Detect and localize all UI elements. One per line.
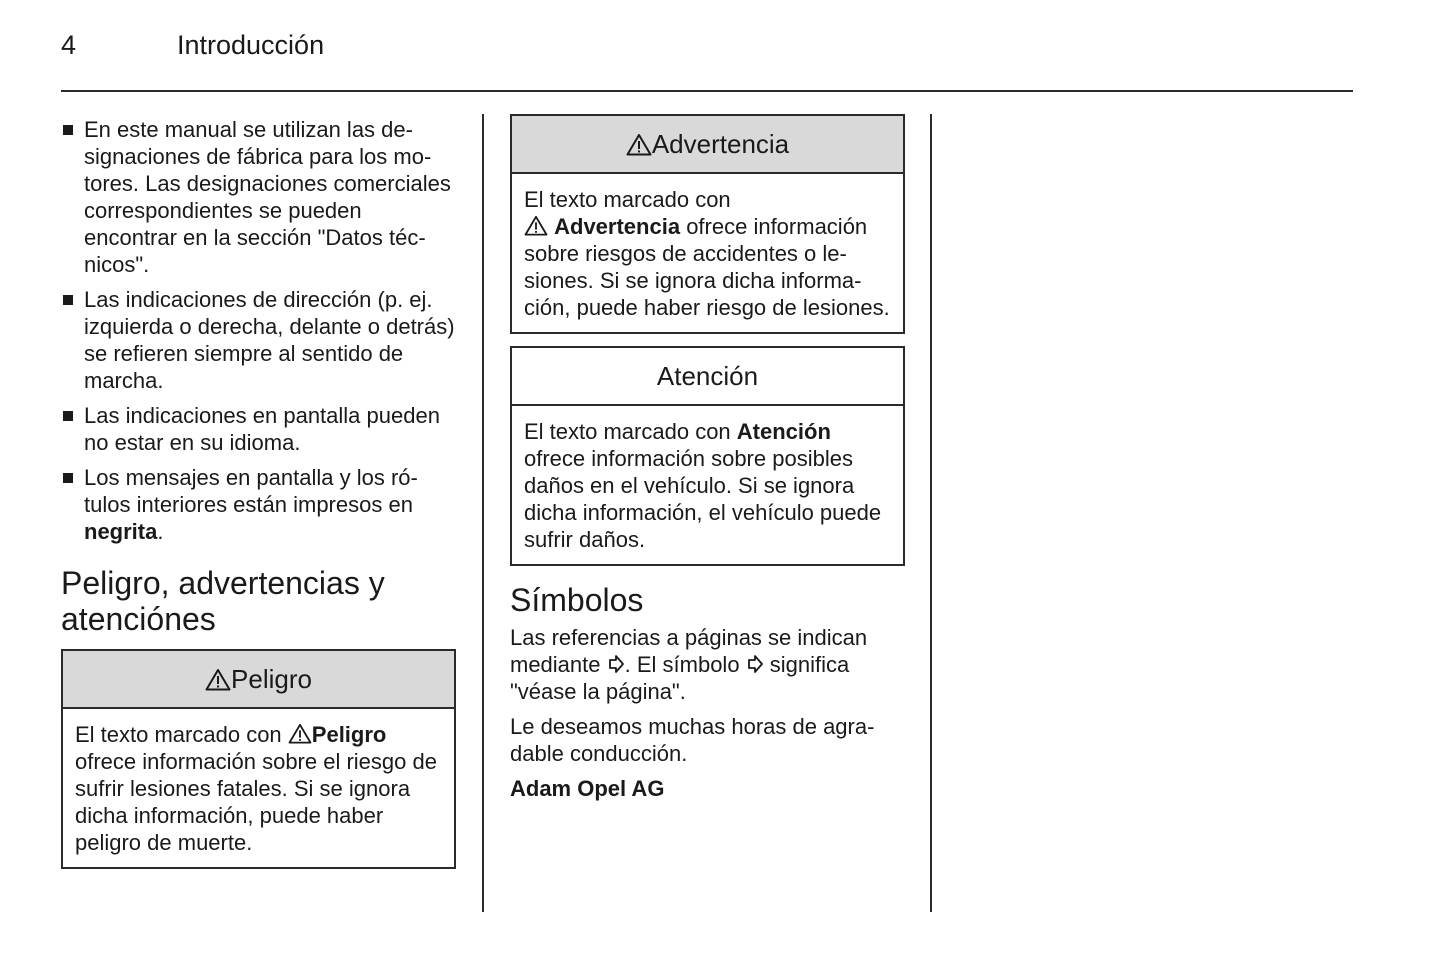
- page-title: Introducción: [177, 30, 325, 60]
- list-item-text: Las indicaciones de dirección (p. ej. izquierda o derecha, delante o detrás) se refieren siempre al sentido de marcha.: [84, 287, 455, 393]
- list-item: [61, 402, 456, 456]
- box-text: El texto marcado con: [524, 187, 731, 212]
- section-heading-symbols: Símbolos: [510, 582, 644, 618]
- list-item-text-end: .: [157, 519, 164, 544]
- warning-box-title: Advertencia: [651, 128, 790, 159]
- caution-box: [510, 346, 905, 566]
- box-keyword: Peligro: [311, 722, 387, 747]
- warning-triangle-icon: [524, 215, 548, 236]
- warning-box-header: [512, 116, 903, 174]
- warning-triangle-icon: [626, 133, 652, 156]
- square-bullet-icon: [63, 473, 73, 483]
- caution-box-body: [512, 406, 903, 564]
- bullet-list: [61, 116, 456, 545]
- list-item: [61, 286, 456, 394]
- box-text: El texto marcado con: [75, 722, 288, 747]
- paragraph-text: Las referencias a páginas se indican mediante: [510, 625, 868, 677]
- warning-box: [510, 114, 905, 334]
- page-number: 4: [61, 30, 77, 60]
- column-middle: [510, 114, 905, 810]
- box-text-end: ofrece información sobre riesgos de accidentes o lesiones. Si se ignora dicha información, puede haber riesgo de lesiones.: [524, 214, 890, 320]
- warning-box-body: [512, 174, 903, 332]
- box-keyword: Advertencia: [554, 214, 681, 239]
- box-keyword: Atención: [736, 419, 831, 444]
- closing-paragraph: Le deseamos muchas horas de agradable conducción.: [510, 714, 875, 766]
- symbols-paragraph: [510, 624, 905, 705]
- box-text-end: ofrece información sobre el riesgo de sufrir lesiones fatales. Si se ignora dicha información, puede haber peligro de muerte.: [75, 749, 437, 855]
- column-divider-right: [930, 114, 932, 912]
- list-item: [61, 116, 456, 278]
- danger-box-header: [63, 651, 454, 709]
- danger-box: [61, 649, 456, 869]
- column-left: [61, 116, 456, 881]
- list-item-text: En este manual se utilizan las designaciones de fábrica para los motores. Las designaciones comerciales correspondientes se pueden encontrar en la sección "Datos técnicos".: [84, 117, 451, 277]
- header-rule: [61, 90, 1353, 92]
- danger-box-title: Peligro: [231, 663, 312, 694]
- box-text: El texto marcado con: [524, 419, 737, 444]
- warning-triangle-icon: [288, 723, 312, 744]
- warning-triangle-icon: [205, 668, 231, 691]
- bold-term: negrita: [84, 519, 158, 544]
- list-item: [61, 464, 456, 545]
- paragraph-text: significa "véase la página".: [510, 652, 850, 704]
- column-divider-left: [482, 114, 484, 912]
- caution-box-title: Atención: [656, 360, 759, 391]
- signature: Adam Opel AG: [510, 776, 665, 801]
- square-bullet-icon: [63, 125, 73, 135]
- page-reference-arrow-icon: [746, 654, 764, 674]
- danger-box-body: [63, 709, 454, 867]
- list-item-text: Las indicaciones en pantalla pueden no estar en su idioma.: [84, 403, 440, 455]
- square-bullet-icon: [63, 295, 73, 305]
- square-bullet-icon: [63, 411, 73, 421]
- box-text-end: ofrece información sobre posibles daños en el vehículo. Si se ignora dicha información, el vehículo puede sufrir daños.: [524, 446, 882, 552]
- section-heading-warnings: Peligro, advertencias y atenciónes: [61, 565, 385, 637]
- caution-box-header: [512, 348, 903, 406]
- list-item-text: Los mensajes en pantalla y los rótulos interiores están impresos en: [84, 465, 418, 517]
- paragraph-text: . El símbolo: [624, 652, 746, 677]
- page-reference-arrow-icon: [607, 654, 625, 674]
